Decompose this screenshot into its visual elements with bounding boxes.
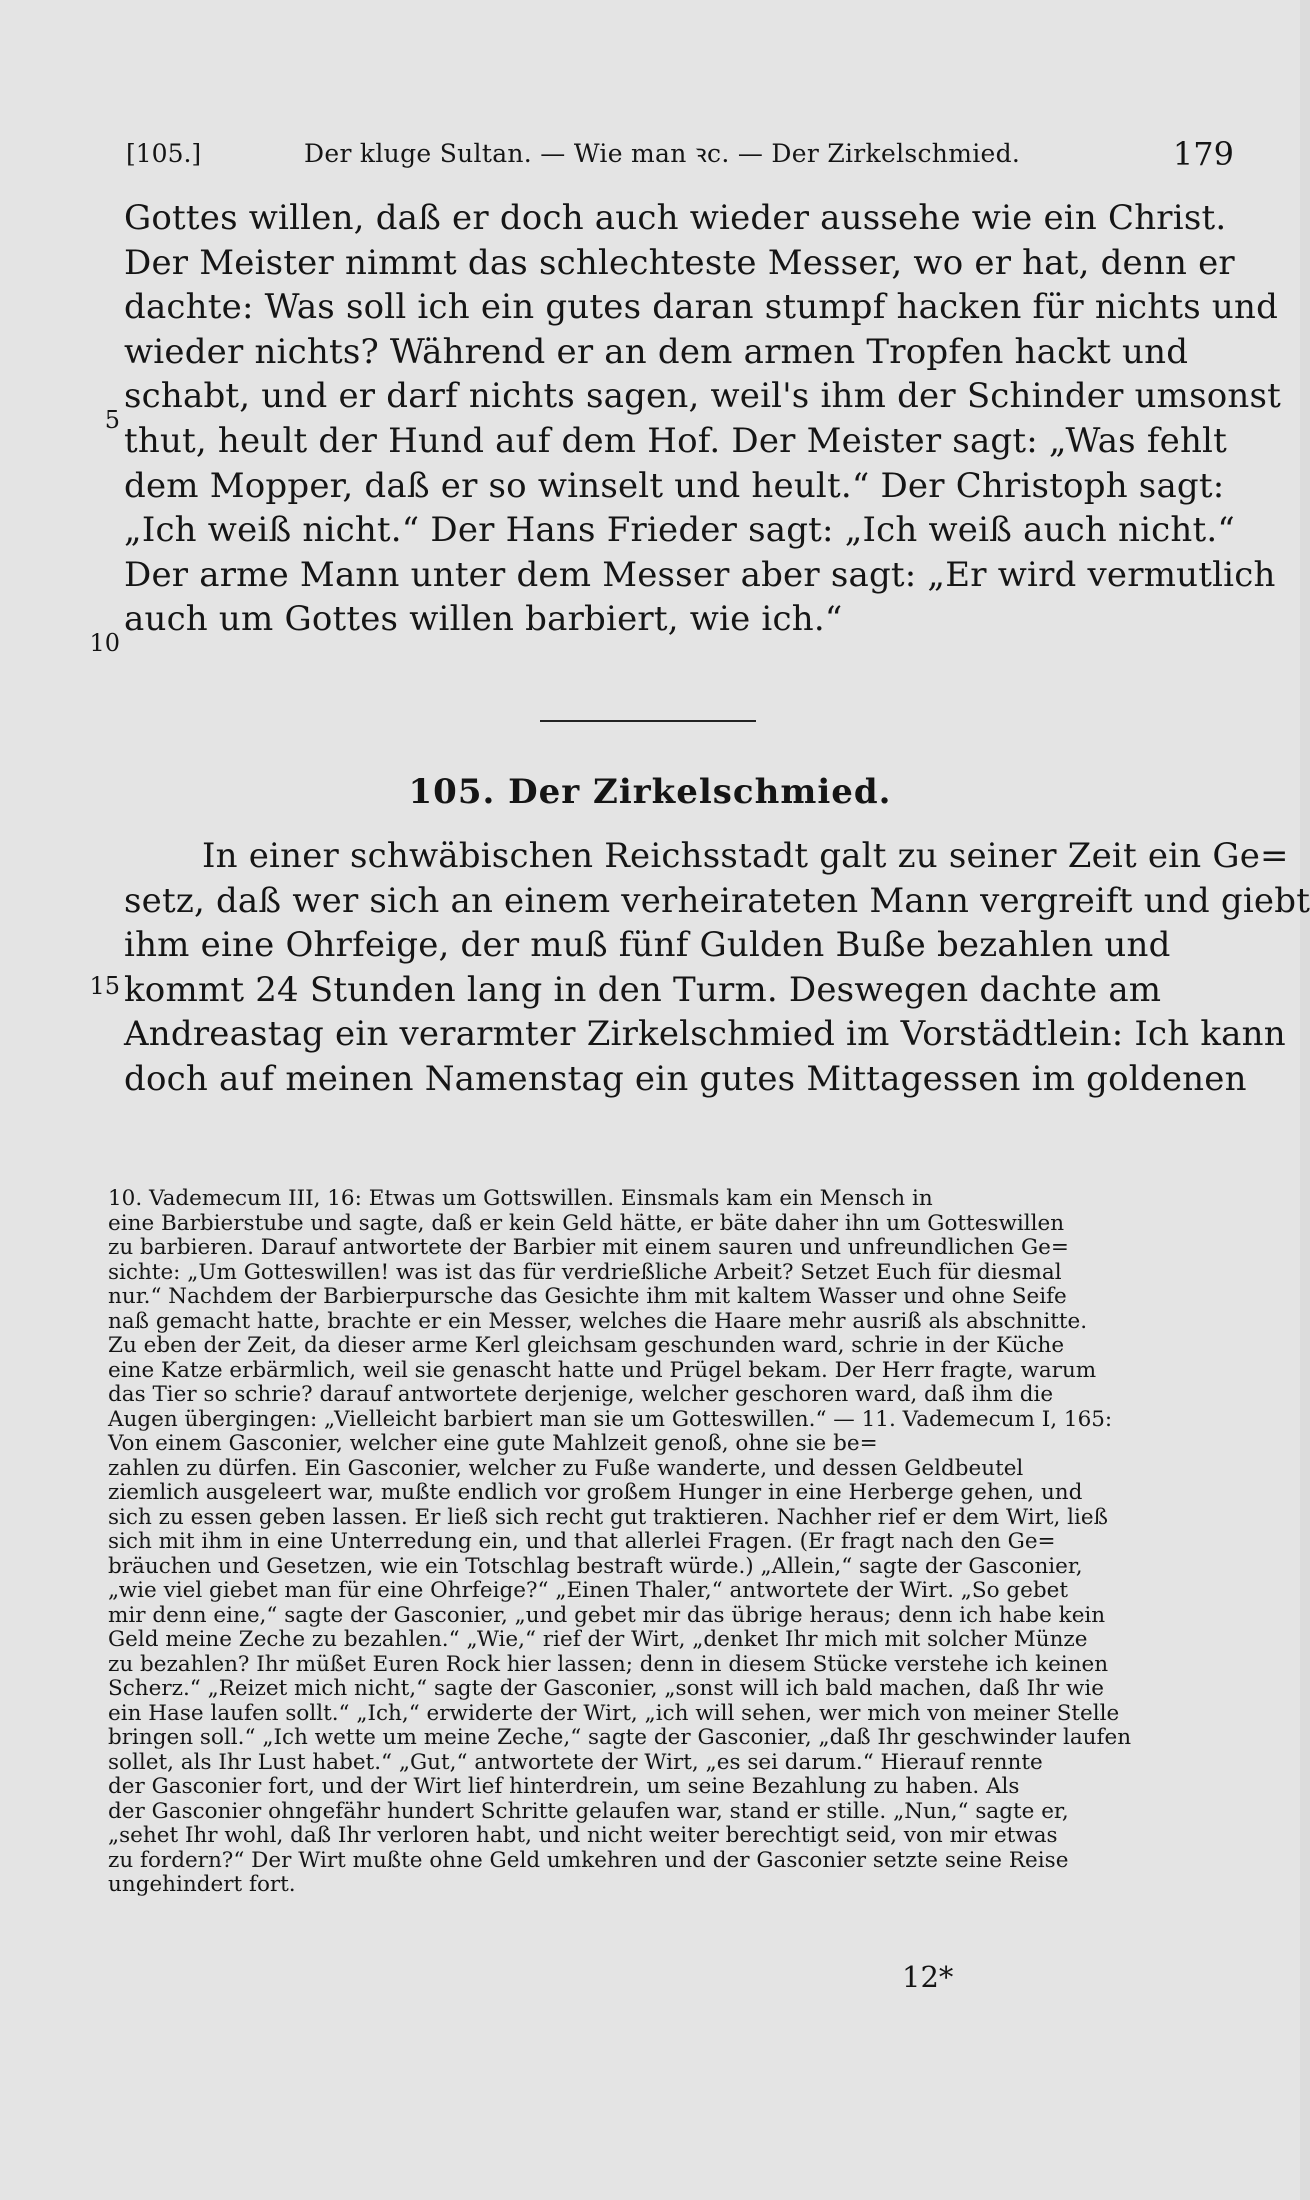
running-title: Der kluge Sultan. — Wie man ꝛc. — Der Zirkelschmied. bbox=[304, 139, 1021, 168]
signature-mark: 12* bbox=[902, 1960, 954, 1994]
text-line: „Ich weiß nicht.“ Der Hans Frieder sagt: „Ich weiß auch nicht.“ bbox=[124, 510, 1235, 551]
footnote-line: der Gasconier ohngefähr hundert Schritte gelaufen war, stand er stille. „Nun,“ sagte er, bbox=[108, 1798, 1069, 1824]
footnote-line: 10. Vademecum III, 16: Etwas um Gottswillen. Einsmals kam ein Mensch in bbox=[108, 1186, 933, 1211]
text-line: ihm eine Ohrfeige, der muß fünf Gulden Buße bezahlen und bbox=[124, 925, 1171, 966]
line-number: 10 bbox=[89, 629, 120, 657]
text-line: doch auf meinen Namenstag ein gutes Mittagessen im goldenen bbox=[124, 1058, 1247, 1099]
running-header bbox=[126, 132, 1234, 176]
text-line: setz, daß wer sich an einem verheirateten Mann vergreift und giebt bbox=[124, 880, 1310, 921]
footnote-line: ungehindert fort. bbox=[108, 1872, 296, 1897]
footnote-line: „sehet Ihr wohl, daß Ihr verloren habt, und nicht weiter berechtigt seid, von mir etwas bbox=[108, 1823, 1058, 1848]
section-divider bbox=[540, 720, 756, 722]
footnote-line: Zu eben der Zeit, da dieser arme Kerl gleichsam geschunden ward, schrie in der Küche bbox=[108, 1333, 1065, 1358]
footnotes bbox=[108, 1187, 1178, 1898]
footnote-line: ein Hase laufen sollt.“ „Ich,“ erwiderte der Wirt, „ich will sehen, wer mich von meiner Stelle bbox=[108, 1700, 1120, 1726]
footnote-line: „wie viel giebet man für eine Ohrfeige?“ „Einen Thaler,“ antwortete der Wirt. „So gebet bbox=[108, 1578, 1069, 1603]
line-number: 15 bbox=[89, 972, 120, 1000]
footnote-line: Augen übergingen: „Vielleicht barbiert man sie um Gotteswillen.“ — 11. Vademecum I, 165: bbox=[108, 1406, 1113, 1432]
text-line: Der arme Mann unter dem Messer aber sagt: „Er wird vermutlich bbox=[124, 554, 1276, 595]
footnote-line: der Gasconier fort, und der Wirt lief hinterdrein, um seine Bezahlung zu haben. Als bbox=[108, 1774, 1020, 1799]
footnote-line: zu bezahlen? Ihr müßet Euren Rock hier lassen; denn in diesem Stücke verstehe ich keinen bbox=[108, 1651, 1109, 1677]
footnote-line: sich zu essen geben lassen. Er ließ sich recht gut traktieren. Nachher rief er dem Wirt, ließ bbox=[108, 1504, 1109, 1530]
text-line: dem Mopper, daß er so winselt und heult.“ Der Christoph sagt: bbox=[124, 465, 1225, 506]
footnote-line: naß gemacht hatte, brachte er ein Messer, welches die Haare mehr ausriß als abschnitte. bbox=[108, 1308, 1088, 1334]
text-line: Der Meister nimmt das schlechteste Messer, wo er hat, denn er bbox=[124, 242, 1235, 283]
footnote-line: zu fordern?“ Der Wirt mußte ohne Geld umkehren und der Gasconier setzte seine Reise bbox=[108, 1847, 1069, 1873]
footnote-line: sollet, als Ihr Lust habet.“ „Gut,“ antwortete der Wirt, „es sei darum.“ Hierauf rennte bbox=[108, 1749, 1043, 1775]
text-line: schabt, und er darf nichts sagen, weil's ihm der Schinder umsonst bbox=[124, 376, 1282, 417]
footnote-line: eine Barbierstube und sagte, daß er kein Geld hätte, er bäte daher ihn um Gotteswillen bbox=[108, 1210, 1065, 1236]
footnote-line: Von einem Gasconier, welcher eine gute Mahlzeit genoß, ohne sie be= bbox=[108, 1431, 878, 1456]
footnote-line: Scherz.“ „Reizet mich nicht,“ sagte der Gasconier, „sonst will ich bald machen, daß Ihr wie bbox=[108, 1676, 1104, 1701]
footnote-line: bringen soll.“ „Ich wette um meine Zeche,“ sagte der Gasconier, „daß Ihr geschwinder laufen bbox=[108, 1725, 1132, 1750]
text-line: In einer schwäbischen Reichsstadt galt zu seiner Zeit ein Ge= bbox=[202, 836, 1289, 876]
footnote-line: zu barbieren. Darauf antwortete der Barbier mit einem sauren und unfreundlichen Ge= bbox=[108, 1235, 1069, 1260]
footnote-line: ziemlich ausgeleert war, mußte endlich vor großem Hunger in eine Herberge gehen, und bbox=[108, 1480, 1083, 1505]
text-line: auch um Gottes willen barbiert, wie ich.“ bbox=[124, 599, 843, 640]
footnote-line: eine Katze erbärmlich, weil sie genascht hatte und Prügel bekam. Der Herr fragte, warum bbox=[108, 1357, 1097, 1383]
line-number: 5 bbox=[104, 406, 120, 434]
footnote-line: bräuchen und Gesetzen, wie ein Totschlag bestraft würde.) „Allein,“ sagte der Gasconier, bbox=[108, 1553, 1083, 1579]
text-line: kommt 24 Stunden lang in den Turm. Deswegen dachte am bbox=[124, 969, 1162, 1010]
footnote-line: zahlen zu dürfen. Ein Gasconier, welcher zu Fuße wanderte, und dessen Geldbeutel bbox=[108, 1455, 1024, 1481]
text-line: thut, heult der Hund auf dem Hof. Der Meister sagt: „Was fehlt bbox=[124, 420, 1227, 461]
story-body bbox=[124, 834, 1310, 1102]
text-line: Gottes willen, daß er doch auch wieder aussehe wie ein Christ. bbox=[124, 198, 1227, 238]
footnote-line: sich mit ihm in eine Unterredung ein, und that allerlei Fragen. (Er fragt nach den Ge= bbox=[108, 1529, 1056, 1554]
footnote-line: Geld meine Zeche zu bezahlen.“ „Wie,“ rief der Wirt, „denket Ihr mich mit solcher Münze bbox=[108, 1627, 1088, 1652]
story-continuation bbox=[124, 196, 1282, 642]
footnote-line: nur.“ Nachdem der Barbierpursche das Gesichte ihm mit kaltem Wasser und ohne Seife bbox=[108, 1284, 1067, 1309]
footnote-line: das Tier so schrie? darauf antwortete derjenige, welcher geschoren ward, daß ihm die bbox=[108, 1382, 1054, 1407]
text-line: Andreastag ein verarmter Zirkelschmied im Vorstädtlein: Ich kann bbox=[124, 1014, 1286, 1055]
section-title: 105. Der Zirkelschmied. bbox=[408, 772, 892, 812]
footnote-line: mir denn eine,“ sagte der Gasconier, „und gebet mir das übrige heraus; denn ich habe kein bbox=[108, 1602, 1106, 1628]
page-number: 179 bbox=[1172, 135, 1234, 173]
text-line: wieder nichts? Während er an dem armen Tropfen hackt und bbox=[124, 331, 1189, 372]
text-line: dachte: Was soll ich ein gutes daran stumpf hacken für nichts und bbox=[124, 287, 1279, 328]
section-reference: [105.] bbox=[126, 139, 202, 168]
footnote-line: sichte: „Um Gotteswillen! was ist das für verdrießliche Arbeit? Setzet Euch für diesmal bbox=[108, 1259, 1062, 1285]
